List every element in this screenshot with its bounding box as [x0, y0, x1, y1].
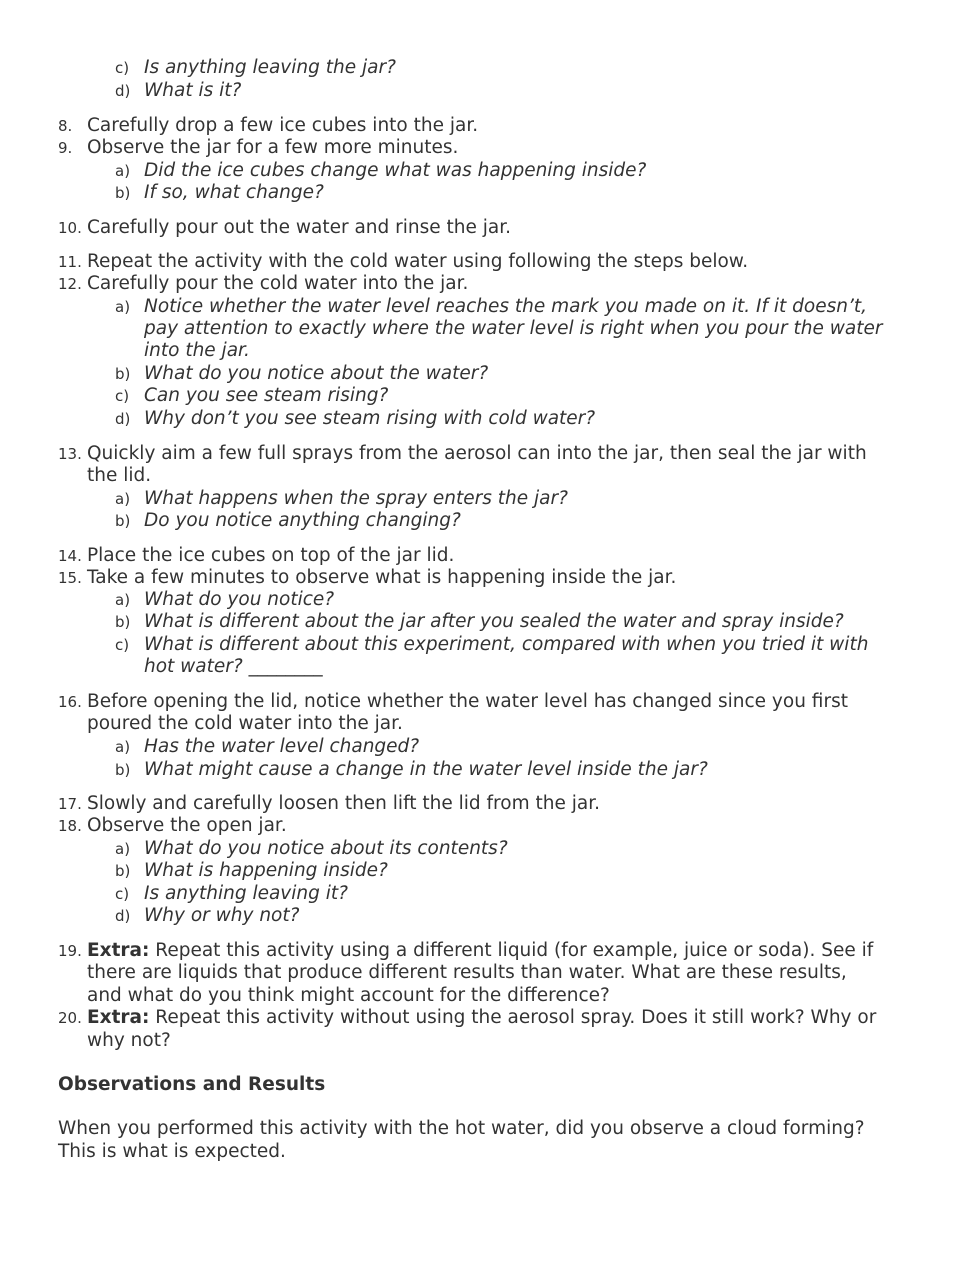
sub-question-letter: a) — [115, 738, 131, 756]
section-heading-text: Observations and Results — [58, 1074, 326, 1095]
sub-question-letter: c) — [115, 885, 130, 903]
step-number: 10. — [58, 219, 82, 237]
step-number: 18. — [58, 817, 82, 835]
sub-question-text: What do you notice? — [144, 589, 335, 610]
step-text: Carefully drop a few ice cubes into the jar. — [87, 115, 479, 136]
step-number: 16. — [58, 693, 82, 711]
step-text: poured the cold water into the jar. — [87, 713, 403, 734]
sub-question-letter: c) — [115, 387, 130, 405]
sub-question-letter: d) — [115, 410, 131, 428]
step-text: and what do you think might account for the difference? — [87, 985, 610, 1006]
step-number: 11. — [58, 253, 82, 271]
sub-question-letter: b) — [115, 761, 131, 779]
sub-question-text: Is anything leaving the jar? — [144, 57, 396, 78]
step-text: there are liquids that produce different results than water. What are these results, — [87, 962, 847, 983]
step-number: 20. — [58, 1009, 82, 1027]
step-text: Place the ice cubes on top of the jar lid. — [87, 545, 455, 566]
step-text: why not? — [87, 1030, 171, 1051]
sub-question-text: Can you see steam rising? — [144, 385, 389, 406]
sub-question-text: What is it? — [144, 80, 242, 101]
step-text: Observe the open jar. — [87, 815, 287, 836]
sub-question-text: What is different about the jar after you sealed the water and spray inside? — [144, 611, 844, 632]
sub-question-letter: c) — [115, 636, 130, 654]
sub-question-letter: a) — [115, 840, 131, 858]
step-number: 9. — [58, 139, 73, 157]
step-number: 15. — [58, 569, 82, 587]
sub-question-letter: c) — [115, 59, 130, 77]
sub-question-letter: b) — [115, 613, 131, 631]
step-text: Observe the jar for a few more minutes. — [87, 137, 459, 158]
sub-question-letter: b) — [115, 862, 131, 880]
step-text — [87, 1007, 876, 1029]
body-text: When you performed this activity with the hot water, did you observe a cloud forming? — [58, 1118, 865, 1139]
step-number: 19. — [58, 942, 82, 960]
sub-question-text: hot water? ________ — [144, 656, 323, 677]
sub-question-letter: d) — [115, 907, 131, 925]
step-text: Carefully pour out the water and rinse the jar. — [87, 217, 512, 238]
step-number: 8. — [58, 117, 73, 135]
sub-question-text: Why don’t you see steam rising with cold water? — [144, 408, 596, 429]
step-number: 17. — [58, 795, 82, 813]
step-text-body: Repeat this activity without using the aerosol spray. Does it still work? Why or — [149, 1007, 877, 1028]
step-text: Take a few minutes to observe what is happening inside the jar. — [87, 567, 677, 588]
step-text: the lid. — [87, 465, 152, 486]
sub-question-letter: a) — [115, 490, 131, 508]
step-text — [87, 940, 873, 962]
sub-question-letter: d) — [115, 82, 131, 100]
extra-label: Extra: — [87, 940, 150, 961]
sub-question-text: Notice whether the water level reaches the mark you made on it. If it doesn’t, — [144, 296, 867, 317]
sub-question-text: What happens when the spray enters the jar? — [144, 488, 568, 509]
sub-question-letter: a) — [115, 591, 131, 609]
step-text: Before opening the lid, notice whether the water level has changed since you first — [87, 691, 848, 712]
sub-question-text: pay attention to exactly where the water level is right when you pour the water — [144, 318, 883, 339]
sub-question-text: Did the ice cubes change what was happening inside? — [144, 160, 647, 181]
sub-question-letter: a) — [115, 298, 131, 316]
sub-question-text: What do you notice about the water? — [144, 363, 489, 384]
body-text: This is what is expected. — [58, 1141, 286, 1162]
sub-question-text: Has the water level changed? — [144, 736, 420, 757]
sub-question-text: What is happening inside? — [144, 860, 388, 881]
sub-question-text: Why or why not? — [144, 905, 300, 926]
step-number: 12. — [58, 275, 82, 293]
sub-question-text: into the jar. — [144, 340, 250, 361]
step-number: 13. — [58, 445, 82, 463]
step-text: Quickly aim a few full sprays from the aerosol can into the jar, then seal the jar with — [87, 443, 867, 464]
step-text-body: Repeat this activity using a different liquid (for example, juice or soda). See if — [149, 940, 874, 961]
sub-question-letter: b) — [115, 365, 131, 383]
sub-question-text: What do you notice about its contents? — [144, 838, 508, 859]
sub-question-letter: a) — [115, 162, 131, 180]
extra-label: Extra: — [87, 1007, 150, 1028]
step-number: 14. — [58, 547, 82, 565]
sub-question-text: Is anything leaving it? — [144, 883, 348, 904]
step-text: Repeat the activity with the cold water using following the steps below. — [87, 251, 749, 272]
step-text: Carefully pour the cold water into the jar. — [87, 273, 469, 294]
sub-question-text: What is different about this experiment, compared with when you tried it with — [144, 634, 869, 655]
step-text: Slowly and carefully loosen then lift the lid from the jar. — [87, 793, 600, 814]
sub-question-text: Do you notice anything changing? — [144, 510, 461, 531]
sub-question-letter: b) — [115, 184, 131, 202]
sub-question-letter: b) — [115, 512, 131, 530]
sub-question-text: What might cause a change in the water level inside the jar? — [144, 759, 708, 780]
sub-question-text: If so, what change? — [144, 182, 324, 203]
